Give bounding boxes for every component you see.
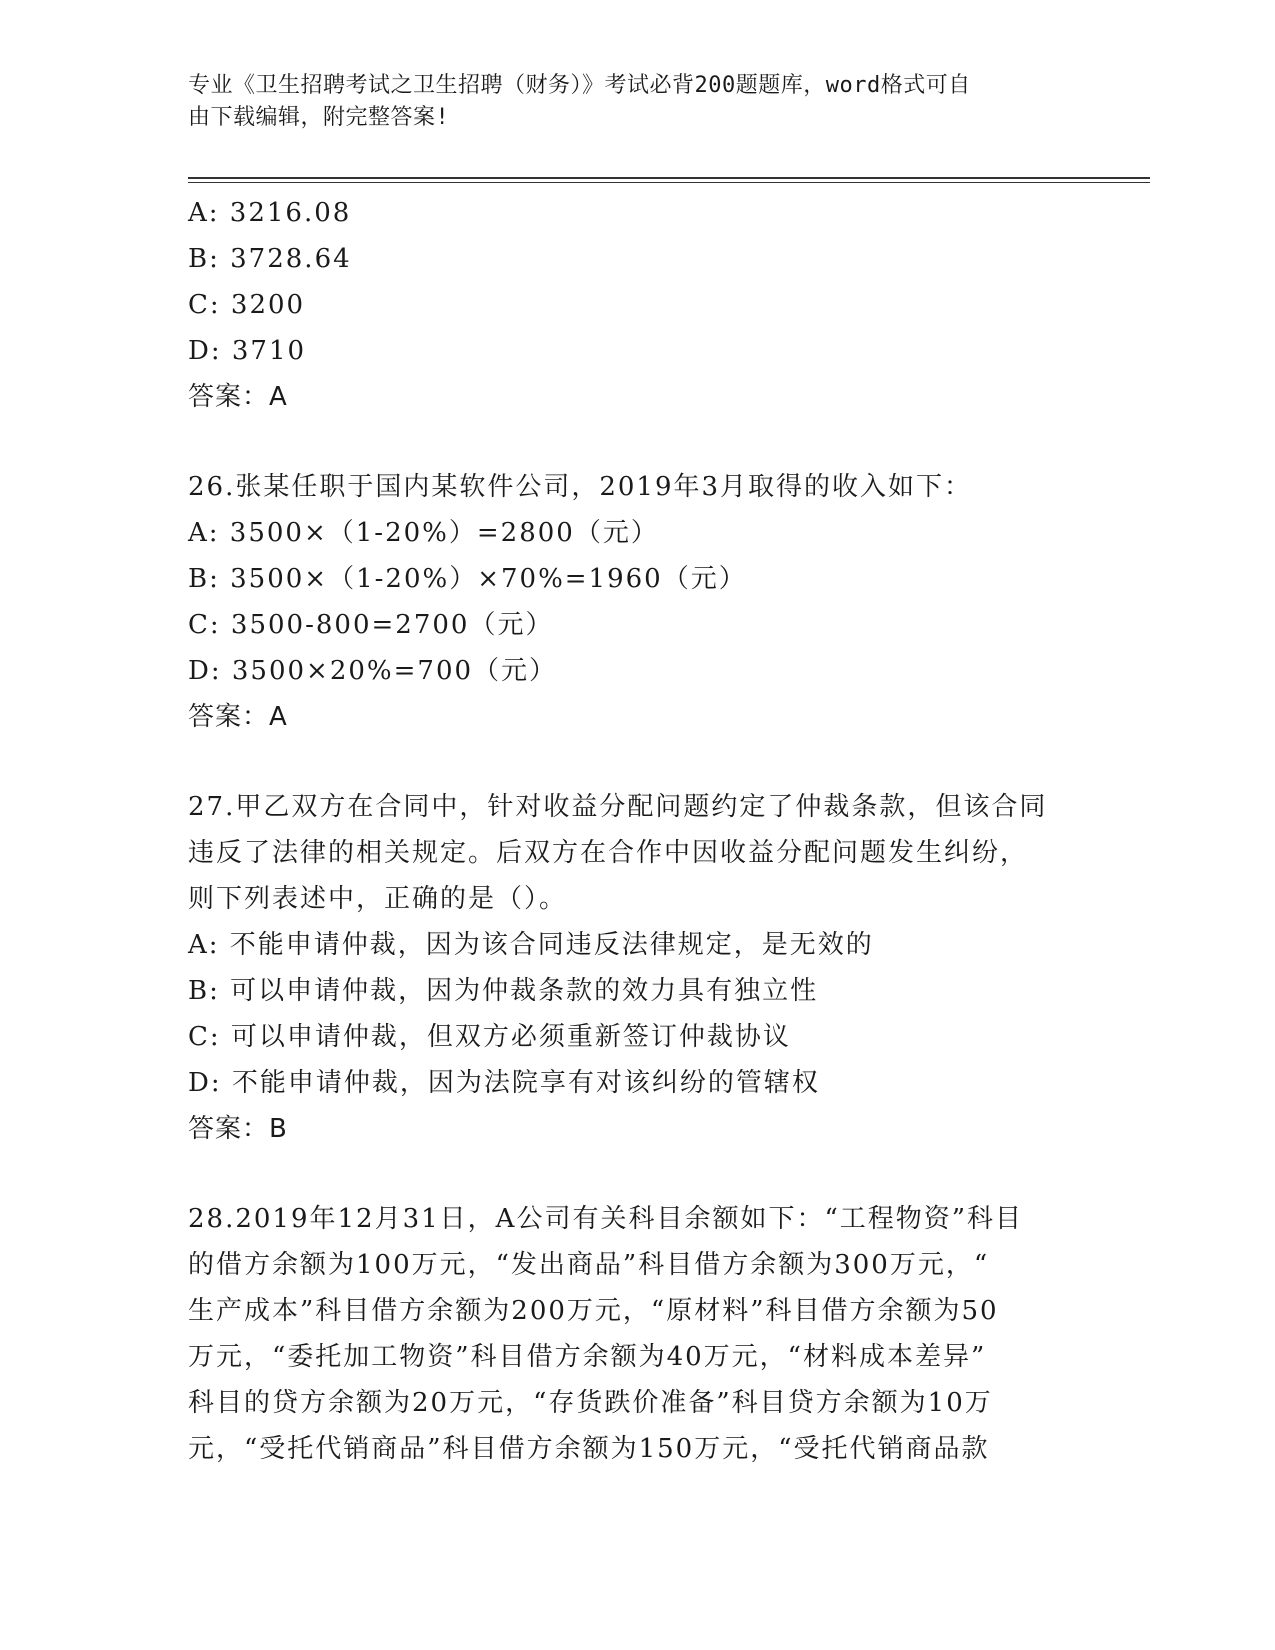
document-header bbox=[188, 70, 1068, 134]
answer-label: 答案：A bbox=[188, 382, 288, 412]
question-list bbox=[188, 190, 1088, 1472]
header-title-line-1: 专业《卫生招聘考试之卫生招聘（财务）》考试必背200题题库，word格式可自 bbox=[188, 73, 971, 98]
option-a: A: 3500×（1-20%）=2800（元） bbox=[188, 518, 659, 548]
question-stem-line-2: 违反了法律的相关规定。后双方在合作中因收益分配问题发生纠纷， bbox=[188, 838, 1029, 868]
option-b: B: 3500×（1-20%）×70%=1960（元） bbox=[188, 564, 747, 594]
option-c: C: 3200 bbox=[188, 290, 306, 320]
header-title-line-2: 由下载编辑，附完整答案! bbox=[188, 105, 450, 130]
question-stem-line-5: 科目的贷方余额为20万元，“存货跌价准备”科目贷方余额为10万 bbox=[188, 1388, 993, 1418]
option-c: C: 3500-800=2700（元） bbox=[188, 610, 554, 640]
spacer bbox=[188, 420, 1088, 464]
question-stem-line-3: 则下列表述中，正确的是（）。 bbox=[188, 884, 568, 914]
question-stem-line-2: 的借方余额为100万元，“发出商品”科目借方余额为300万元，“ bbox=[188, 1250, 990, 1280]
option-a: A: 不能申请仲裁，因为该合同违反法律规定，是无效的 bbox=[188, 930, 874, 960]
option-d: D: 3710 bbox=[188, 336, 307, 366]
option-d: D: 不能申请仲裁，因为法院享有对该纠纷的管辖权 bbox=[188, 1068, 820, 1098]
spacer bbox=[188, 740, 1088, 784]
question-stem-line-4: 万元，“委托加工物资”科目借方余额为40万元，“材料成本差异” bbox=[188, 1342, 987, 1372]
question-27-block bbox=[188, 784, 1088, 1152]
question-25-block bbox=[188, 190, 1088, 420]
option-b: B: 可以申请仲裁，因为仲裁条款的效力具有独立性 bbox=[188, 976, 819, 1006]
answer-label: 答案：B bbox=[188, 1114, 288, 1144]
spacer bbox=[188, 1152, 1088, 1196]
question-28-block bbox=[188, 1196, 1088, 1472]
question-stem-line-6: 元，“受托代销商品”科目借方余额为150万元，“受托代销商品款 bbox=[188, 1434, 990, 1464]
question-stem: 26.张某任职于国内某软件公司，2019年3月取得的收入如下： bbox=[188, 472, 973, 502]
option-b: B: 3728.64 bbox=[188, 244, 352, 274]
header-divider-thin bbox=[188, 182, 1150, 183]
option-d: D: 3500×20%=700（元） bbox=[188, 656, 558, 686]
option-a: A: 3216.08 bbox=[188, 198, 352, 228]
question-26-block bbox=[188, 464, 1088, 740]
question-stem-line-1: 28.2019年12月31日，A公司有关科目余额如下：“工程物资”科目 bbox=[188, 1204, 1024, 1234]
question-stem-line-3: 生产成本”科目借方余额为200万元，“原材料”科目借方余额为50 bbox=[188, 1296, 999, 1326]
option-c: C: 可以申请仲裁，但双方必须重新签订仲裁协议 bbox=[188, 1022, 791, 1052]
header-divider-thick bbox=[188, 177, 1150, 179]
answer-label: 答案：A bbox=[188, 702, 288, 732]
question-stem-line-1: 27.甲乙双方在合同中，针对收益分配问题约定了仲裁条款，但该合同 bbox=[188, 792, 1048, 822]
